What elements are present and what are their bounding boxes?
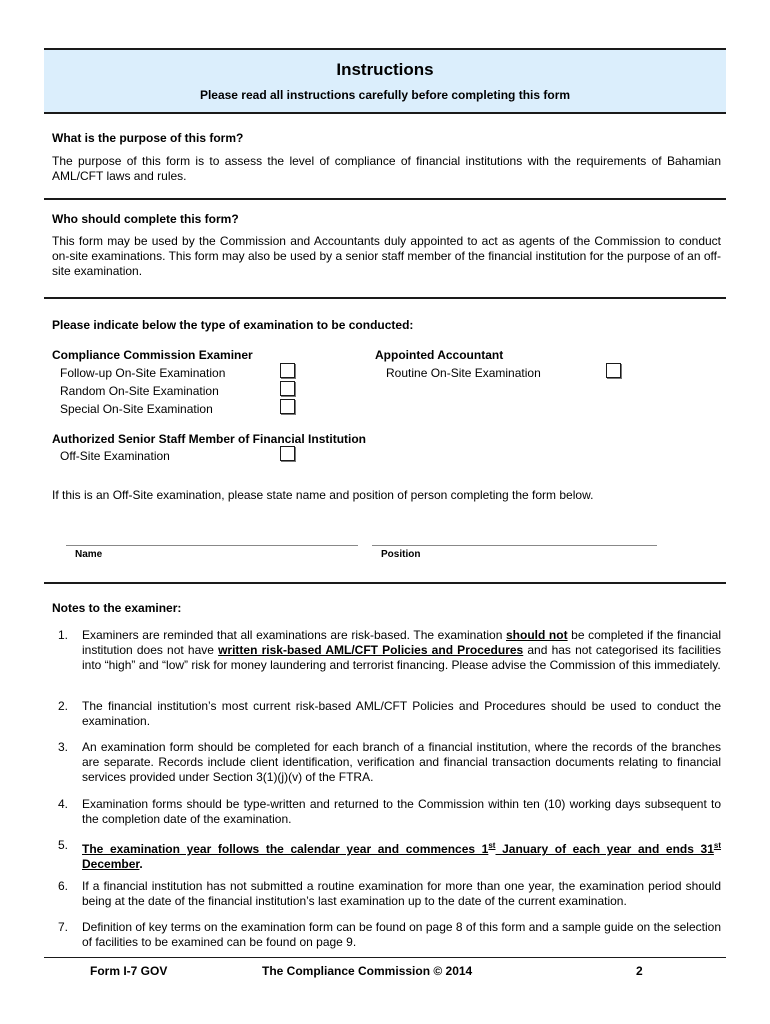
note-number: 1. [58, 628, 69, 642]
note-number: 2. [58, 699, 69, 713]
exam-type-heading: Please indicate below the type of examination to be conducted: [52, 318, 414, 332]
position-label: Position [381, 549, 421, 560]
footer-form-id: Form I-7 GOV [90, 964, 168, 978]
section-divider [44, 198, 726, 200]
page-title: Instructions [336, 60, 434, 79]
option-label-random: Random On-Site Examination [60, 384, 219, 398]
who-body: This form may be used by the Commission and Accountants duly appointed to act as agents of the Commission to conduct on-site examinations. This form may also be used by a senior staff member of the financial institution for the purpose of an off-site examination. [52, 234, 721, 278]
note-3: An examination form should be completed for each branch of a financial institution, where the records of the branches are separate. Records include client identification, verification and financial transaction documents relating to financial services provided under Section 3(1)(j)(v) of the FTRA. [82, 740, 721, 784]
staff-heading: Authorized Senior Staff Member of Financial Institution [52, 432, 367, 446]
ccx-heading: Compliance Commission Examiner [52, 348, 253, 362]
note-number: 5. [58, 838, 69, 852]
name-signature-line[interactable] [66, 545, 358, 546]
checkbox-routine-onsite[interactable] [606, 363, 621, 378]
note-5: The examination year follows the calendar year and commences 1st January of each year and ends 31st December. [82, 841, 722, 871]
purpose-heading: What is the purpose of this form? [52, 131, 244, 145]
accountant-heading: Appointed Accountant [375, 348, 504, 362]
instructions-header [44, 50, 726, 114]
purpose-body: The purpose of this form is to assess the level of compliance of financial institutions with the requirements of Bahamian AML/CFT laws and rules. [52, 154, 721, 183]
option-label-routine: Routine On-Site Examination [386, 366, 541, 380]
checkbox-special-onsite[interactable] [280, 399, 295, 414]
note-2: The financial institution’s most current risk-based AML/CFT Policies and Procedures should be used to conduct the examination. [82, 699, 721, 728]
note-7: Definition of key terms on the examination form can be found on page 8 of this form and a sample guide on the selection of facilities to be examined can be found on page 9. [82, 920, 721, 949]
option-label-special: Special On-Site Examination [60, 402, 213, 416]
note-4: Examination forms should be type-written and returned to the Commission within ten (10) working days subsequent to the completion date of the examination. [82, 797, 721, 826]
position-signature-line[interactable] [372, 545, 657, 546]
note-1: Examiners are reminded that all examinations are risk-based. The examination should not be completed if the financial institution does not have written risk-based AML/CFT Policies and Procedures and has not categorised its facilities into “high” and “low” risk for money laundering and terrorist financing. Please advise the Commission of this immediately. [82, 628, 721, 672]
footer-copyright: The Compliance Commission © 2014 [262, 964, 473, 978]
page-subtitle: Please read all instructions carefully before completing this form [199, 88, 571, 102]
checkbox-followup-onsite[interactable] [280, 363, 295, 378]
checkbox-random-onsite[interactable] [280, 381, 295, 396]
option-label-followup: Follow-up On-Site Examination [60, 366, 226, 380]
checkbox-offsite[interactable] [280, 446, 295, 461]
note-number: 3. [58, 740, 69, 754]
note-6: If a financial institution has not submitted a routine examination for more than one year, the examination period should being at the date of the financial institution’s last examination up to the date of the current examination. [82, 879, 721, 908]
footer-rule [44, 957, 726, 958]
offsite-note: If this is an Off-Site examination, please state name and position of person completing the form below. [52, 488, 594, 502]
notes-heading: Notes to the examiner: [52, 601, 182, 615]
section-divider [44, 297, 726, 299]
note-number: 6. [58, 879, 69, 893]
option-label-offsite: Off-Site Examination [60, 449, 170, 463]
footer-page-number: 2 [636, 964, 643, 978]
section-divider [44, 582, 726, 584]
name-label: Name [75, 549, 103, 560]
note-number: 7. [58, 920, 69, 934]
note-number: 4. [58, 797, 69, 811]
who-heading: Who should complete this form? [52, 212, 239, 226]
